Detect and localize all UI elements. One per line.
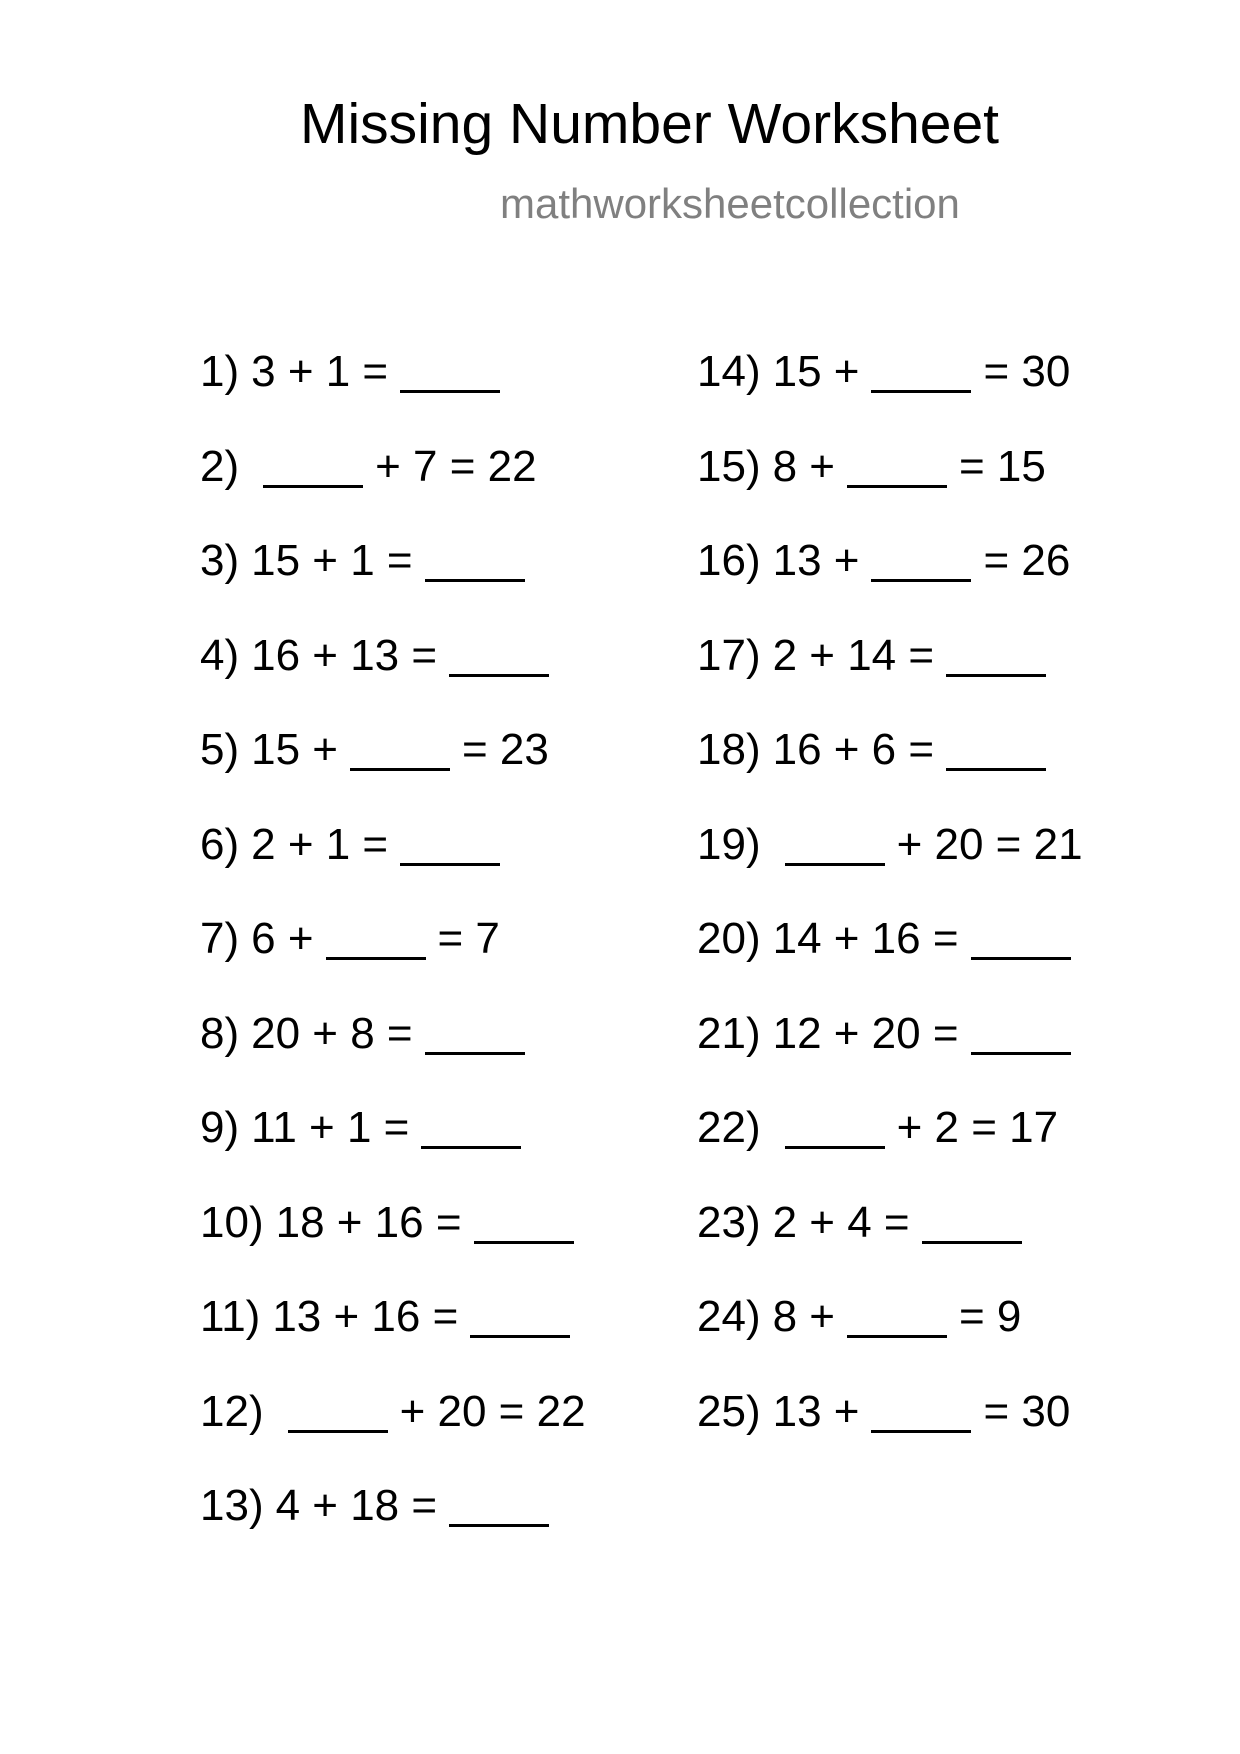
problem-right-expression: = 7 — [437, 914, 500, 963]
problem-item — [697, 536, 1083, 634]
problem-left-expression: 13 + — [772, 1386, 860, 1436]
problem-right-expression: = 23 — [462, 725, 549, 774]
problem-item — [200, 1008, 586, 1107]
answer-blank[interactable] — [421, 1106, 521, 1149]
problem-number: 13) — [200, 1481, 264, 1530]
answer-blank[interactable] — [400, 350, 500, 393]
problem-item — [200, 347, 586, 445]
problem-left-expression: 16 + 13 = — [251, 630, 438, 680]
problem-right-expression: = 9 — [958, 1292, 1022, 1341]
problem-number: 18) — [697, 725, 761, 774]
problem-item — [697, 819, 1083, 918]
problem-number: 16) — [697, 536, 761, 585]
problem-left-expression: 2 + 4 = — [772, 1197, 910, 1247]
problem-number: 19) — [697, 819, 761, 869]
problem-number: 25) — [697, 1386, 761, 1436]
answer-blank[interactable] — [847, 1295, 947, 1338]
problem-left-expression: 8 + — [772, 441, 835, 491]
problem-item — [697, 1197, 1083, 1296]
problem-right-expression: + 20 = 22 — [399, 1386, 586, 1436]
problem-item — [200, 1197, 586, 1296]
problem-item — [697, 347, 1083, 445]
problem-item — [200, 1292, 586, 1390]
problem-left-expression: 15 + — [772, 347, 860, 396]
problem-number: 17) — [697, 630, 761, 680]
problem-number: 7) — [200, 914, 240, 963]
answer-blank[interactable] — [350, 728, 450, 771]
problem-left-expression: 15 + 1 = — [251, 536, 413, 585]
problem-number: 3) — [200, 536, 240, 585]
problem-right-expression: = 30 — [983, 347, 1071, 396]
problem-left-expression: 20 + 8 = — [251, 1008, 413, 1058]
problem-item — [200, 914, 586, 1012]
problem-item — [200, 1103, 586, 1201]
problem-item — [200, 725, 586, 823]
problem-right-expression: = 15 — [958, 441, 1046, 491]
problem-item — [697, 441, 1083, 540]
answer-blank[interactable] — [785, 823, 885, 866]
problem-item — [697, 1008, 1083, 1107]
problem-left-expression: 4 + 18 = — [275, 1481, 438, 1530]
problem-item — [697, 914, 1083, 1012]
problem-right-expression: = 30 — [983, 1386, 1071, 1436]
problem-left-expression: 2 + 1 = — [251, 819, 389, 869]
problem-right-expression: + 2 = 17 — [896, 1103, 1059, 1152]
problem-number: 22) — [697, 1103, 761, 1152]
answer-blank[interactable] — [971, 917, 1071, 960]
answer-blank[interactable] — [922, 1201, 1022, 1244]
problem-number: 21) — [697, 1008, 761, 1058]
problem-left-expression: 18 + 16 = — [275, 1197, 462, 1247]
page-subtitle: mathworksheetcollection — [500, 180, 960, 227]
problem-left-expression: 12 + 20 = — [772, 1008, 959, 1058]
problem-number: 6) — [200, 819, 240, 869]
problem-item — [697, 725, 1083, 823]
answer-blank[interactable] — [449, 634, 549, 677]
problem-number: 20) — [697, 914, 761, 963]
problem-item — [697, 1292, 1083, 1390]
problem-item — [200, 630, 586, 729]
problem-left-expression: 15 + — [251, 725, 338, 774]
answer-blank[interactable] — [470, 1295, 570, 1338]
problem-number: 8) — [200, 1008, 240, 1058]
problem-number: 11) — [200, 1292, 261, 1341]
answer-blank[interactable] — [288, 1390, 388, 1433]
problem-number: 5) — [200, 725, 240, 774]
problem-number: 10) — [200, 1197, 264, 1247]
page-title: Missing Number Worksheet — [300, 92, 1000, 156]
problem-item — [697, 630, 1083, 729]
problem-left-expression: 14 + 16 = — [772, 914, 959, 963]
problem-left-expression: 3 + 1 = — [251, 347, 389, 396]
answer-blank[interactable] — [425, 539, 525, 582]
problem-item — [697, 1103, 1083, 1201]
problem-item — [200, 1481, 586, 1579]
problem-number: 1) — [200, 347, 240, 396]
answer-blank[interactable] — [785, 1106, 885, 1149]
problem-number: 2) — [200, 441, 240, 491]
problem-item — [200, 1386, 586, 1485]
problem-left-expression: 13 + — [772, 536, 860, 585]
answer-blank[interactable] — [946, 634, 1046, 677]
problem-number: 9) — [200, 1103, 240, 1152]
problem-left-expression: 6 + — [251, 914, 314, 963]
problems-column-left — [200, 347, 586, 1579]
answer-blank[interactable] — [871, 1390, 971, 1433]
answer-blank[interactable] — [326, 917, 426, 960]
problem-number: 14) — [697, 347, 761, 396]
problem-item — [200, 536, 586, 634]
answer-blank[interactable] — [425, 1012, 525, 1055]
problem-right-expression: = 26 — [983, 536, 1071, 585]
problem-number: 15) — [697, 441, 761, 491]
answer-blank[interactable] — [871, 350, 971, 393]
problem-number: 4) — [200, 630, 240, 680]
problem-item — [697, 1386, 1083, 1485]
problem-left-expression: 8 + — [772, 1292, 835, 1341]
problem-left-expression: 2 + 14 = — [772, 630, 935, 680]
answer-blank[interactable] — [871, 539, 971, 582]
answer-blank[interactable] — [449, 1484, 549, 1527]
problem-number: 24) — [697, 1292, 761, 1341]
answer-blank[interactable] — [971, 1012, 1071, 1055]
problem-item — [200, 819, 586, 918]
problem-number: 12) — [200, 1386, 264, 1436]
problem-left-expression: 16 + 6 = — [772, 725, 935, 774]
problem-left-expression: 11 + 1 = — [251, 1103, 410, 1152]
problem-left-expression: 13 + 16 = — [272, 1292, 459, 1341]
problem-right-expression: + 7 = 22 — [375, 441, 537, 491]
answer-blank[interactable] — [946, 728, 1046, 771]
problem-number: 23) — [697, 1197, 761, 1247]
answer-blank[interactable] — [263, 445, 363, 488]
problems-column-right — [697, 347, 1083, 1484]
answer-blank[interactable] — [847, 445, 947, 488]
answer-blank[interactable] — [474, 1201, 574, 1244]
answer-blank[interactable] — [400, 823, 500, 866]
problem-right-expression: + 20 = 21 — [896, 819, 1083, 869]
problem-item — [200, 441, 586, 540]
